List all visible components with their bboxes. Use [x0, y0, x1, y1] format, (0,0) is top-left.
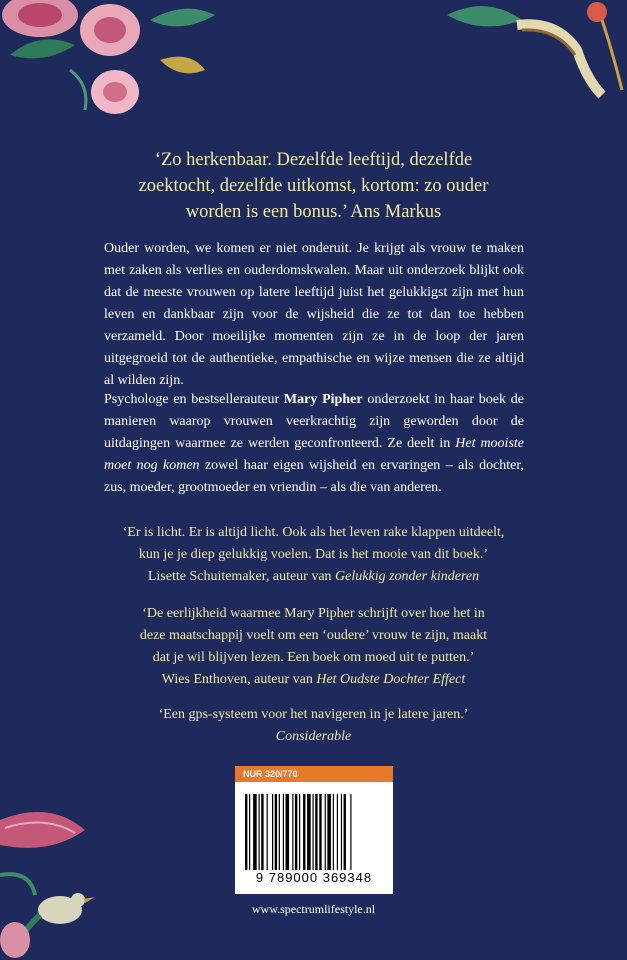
review-work-title: Gelukkig zonder kinderen [335, 569, 480, 584]
floral-illustration-top-left [0, 0, 230, 135]
barcode-box [235, 782, 393, 894]
review-line: ‘Er is licht. Er is altijd licht. Ook als het leven rake klappen uitdeelt, [122, 525, 505, 540]
review-attribution: Wies Enthoven, auteur van Het Oudste Dochter Effect [161, 672, 466, 687]
author-name: Mary Pipher [283, 392, 363, 407]
review-2 [70, 603, 557, 691]
book-title: Het mooiste moet nog komen [104, 436, 525, 473]
nur-label: NUR 320/770 [235, 766, 393, 782]
review-line: deze maatschappij voelt om een ‘oudere’ vrouw te zijn, maakt [139, 628, 488, 643]
review-line: kun je je diep gelukkig voelen. Dat is het mooie van dit boek.’ [138, 547, 489, 562]
bird-illustration-top-right [427, 0, 627, 110]
top-quote-line: ‘Zo herkenbaar. Dezelfde leeftijd, dezelfde [154, 150, 473, 170]
review-source: Considerable [275, 729, 352, 744]
publisher-website: www.spectrumlifestyle.nl [251, 902, 376, 916]
review-line: ‘De eerlijkheid waarmee Mary Pipher schrijft over hoe het in [142, 606, 485, 621]
top-quote-line: worden is een bonus.’ Ans Markus [185, 202, 442, 222]
paragraph-text: Psychologe en bestsellerauteur [104, 392, 284, 407]
review-line: ‘Een gps-systeem voor het navigeren in je latere jaren.’ [158, 707, 469, 722]
review-work-title: Het Oudste Dochter Effect [316, 672, 466, 687]
top-quote [60, 147, 567, 225]
floral-bird-illustration-bottom-left [0, 800, 120, 960]
top-quote-line: zoektocht, dezelfde uitkomst, kortom: zo ouder [138, 176, 489, 196]
isbn-number: 9 789000 369348 [255, 870, 373, 885]
review-3 [70, 704, 557, 748]
blurb-paragraph-2 [104, 389, 524, 499]
blurb-paragraph-1: Ouder worden, we komen er niet onderuit. Je krijgt als vrouw te maken met zaken als verlies en ouderdomskwalen. Maar uit onderzoek blijkt ook dat de meeste vrouwen op latere leeftijd juist het gelukkigst zijn met hun leven en dankbaar zijn voor de wijsheid die ze tot dan toe hebben verzameld. Door moeilijke momenten zijn ze in de loop der jaren uitgegroeid tot de authentieke, empathische en wijze mensen die ze altijd al wilden zijn. [104, 241, 524, 388]
review-line: dat je wil blijven lezen. Een boek om moed uit te putten.’ [152, 650, 475, 665]
barcode-icon [245, 794, 383, 870]
review-1 [70, 522, 557, 588]
paragraph-text: onderzoekt in haar boek de manieren waarop vrouwen veerkrachtig zijn geworden door de uitdagingen waarmee ze werden geconfronteerd. Ze deelt in [104, 392, 524, 451]
review-attribution: Lisette Schuitemaker, auteur van Gelukkig zonder kinderen [147, 569, 480, 584]
paragraph-text: zowel haar eigen wijsheid en ervaringen – als dochter, zus, moeder, grootmoeder en vriendin – als die van anderen. [104, 458, 524, 495]
